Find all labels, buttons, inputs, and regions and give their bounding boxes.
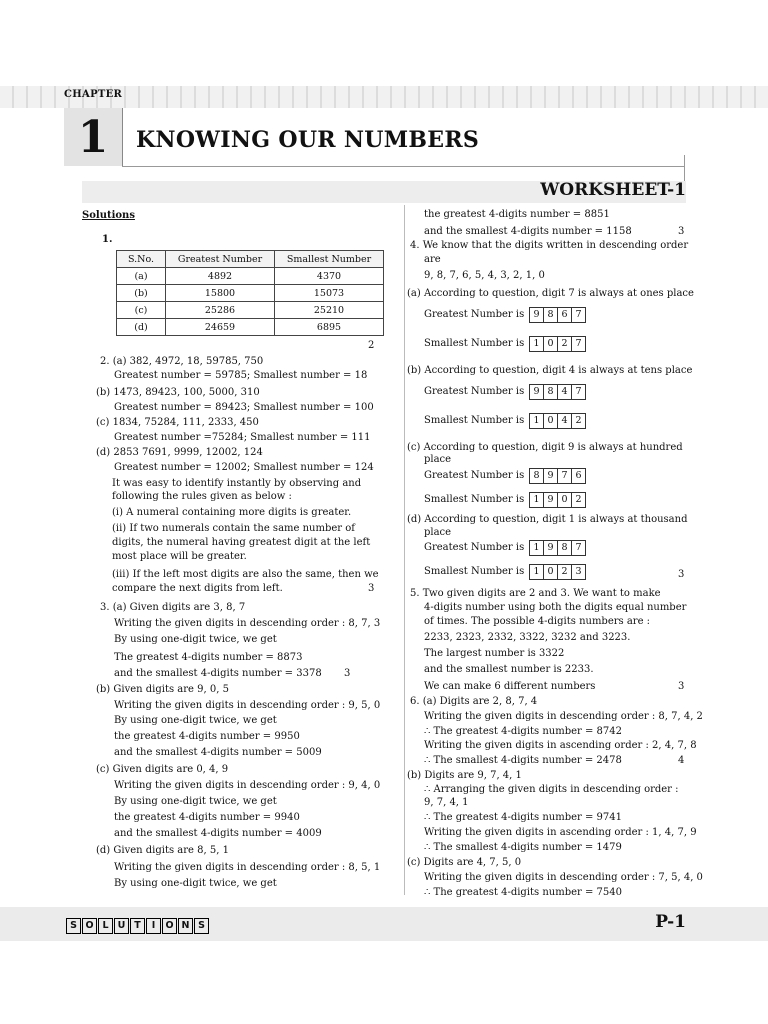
text-line: Smallest Number is (424, 566, 525, 577)
text-line: 2233, 2323, 2332, 3322, 3232 and 3223. (424, 632, 631, 643)
text-line: the greatest 4-digits number = 9950 (114, 731, 300, 742)
text-line: Greatest Number is (424, 309, 525, 320)
text-line: (d) According to question, digit 1 is always at thousand (407, 514, 688, 525)
digit-cell: 8 (529, 468, 544, 484)
text-line: By using one-digit twice, we get (114, 715, 277, 726)
digit-cell: 9 (543, 468, 558, 484)
text-line: 2. (a) 382, 4972, 18, 59785, 750 (100, 356, 264, 367)
text-line: (c) Digits are 4, 7, 5, 0 (407, 857, 522, 868)
table-cell: 24659 (166, 319, 275, 336)
brand-letter: N (178, 918, 193, 934)
text-line: ∴ Arranging the given digits in descending order : (424, 784, 679, 795)
digit-cell: 0 (543, 564, 558, 580)
brand-letter: I (146, 918, 161, 934)
table-cell: 4892 (166, 268, 275, 285)
text-line: Writing the given digits in descending order : 8, 5, 1 (114, 862, 381, 873)
digit-cell: 1 (529, 413, 544, 429)
table-row (117, 268, 384, 285)
text-line: (iii) If the left most digits are also the same, then we (112, 569, 379, 580)
digit-cell: 8 (543, 384, 558, 400)
table-header-row (117, 251, 384, 268)
digit-boxes (529, 540, 585, 556)
marks: 3 (678, 226, 685, 237)
digit-cell: 9 (543, 492, 558, 508)
text-line: digits, the numeral having greatest digit at the left (112, 537, 371, 548)
brand-letter: T (130, 918, 145, 934)
digit-boxes (529, 564, 585, 580)
text-line: Greatest number = 59785; Smallest number = 18 (114, 370, 368, 381)
text-line: the greatest 4-digits number = 8851 (424, 209, 610, 220)
digit-cell: 7 (571, 307, 586, 323)
digit-cell: 7 (571, 384, 586, 400)
text-line: Writing the given digits in descending order : 8, 7, 4, 2 (424, 711, 703, 722)
digit-cell: 6 (571, 468, 586, 484)
digit-cell: 9 (529, 384, 544, 400)
text-line: ∴ The greatest 4-digits number = 8742 (424, 726, 622, 737)
digit-cell: 1 (529, 492, 544, 508)
text-line: It was easy to identify instantly by observing and (112, 478, 362, 489)
table-header: Greatest Number (166, 251, 275, 268)
text-line: (i) A numeral containing more digits is greater. (112, 507, 352, 518)
digit-cell: 2 (557, 336, 572, 352)
digit-boxes (529, 384, 585, 400)
brand-letter: S (194, 918, 209, 934)
digit-cell: 1 (529, 540, 544, 556)
digit-cell: 7 (571, 336, 586, 352)
text-line: Smallest Number is (424, 338, 525, 349)
digit-cell: 0 (543, 413, 558, 429)
text-line: The greatest 4-digits number = 8873 (114, 652, 303, 663)
table-header: Smallest Number (275, 251, 384, 268)
worksheet-title: WORKSHEET-1 (540, 180, 686, 200)
digit-cell: 9 (529, 307, 544, 323)
text-line: 3. (a) Given digits are 3, 8, 7 (100, 602, 246, 613)
text-line: are (424, 254, 441, 265)
digit-cell: 9 (543, 540, 558, 556)
digit-cell: 8 (543, 307, 558, 323)
table-cell: 4370 (275, 268, 384, 285)
digit-cell: 1 (529, 564, 544, 580)
text-line: Greatest Number is (424, 542, 525, 553)
solutions-heading: Solutions (82, 210, 135, 221)
text-line: Greatest number = 12002; Smallest number = 124 (114, 462, 374, 473)
table-cell: 15073 (275, 285, 384, 302)
digit-cell: 1 (529, 336, 544, 352)
text-line: (d) 2853 7691, 9999, 12002, 124 (96, 447, 263, 458)
marks: 3 (678, 681, 685, 692)
text-line: and the smallest 4-digits number = 4009 (114, 828, 322, 839)
text-line: following the rules given as below : (112, 491, 292, 502)
text-line: The largest number is 3322 (424, 648, 565, 659)
digit-cell: 6 (557, 307, 572, 323)
chapter-title: KNOWING OUR NUMBERS (136, 127, 480, 153)
digit-cell: 3 (571, 564, 586, 580)
text-line: Smallest Number is (424, 494, 525, 505)
digit-boxes (529, 468, 585, 484)
text-line: Greatest number = 89423; Smallest number = 100 (114, 402, 374, 413)
text-line: (ii) If two numerals contain the same number of (112, 523, 355, 534)
text-line: ∴ The greatest 4-digits number = 7540 (424, 887, 622, 898)
text-line: ∴ The smallest 4-digits number = 1479 (424, 842, 622, 853)
text-line: (b) Given digits are 9, 0, 5 (96, 684, 229, 695)
text-line: and the smallest 4-digits number = 5009 (114, 747, 322, 758)
text-line: By using one-digit twice, we get (114, 796, 277, 807)
text-line: place (424, 527, 452, 538)
chapter-number: 1 (77, 111, 109, 163)
brand-letter: O (82, 918, 97, 934)
table-cell: 15800 (166, 285, 275, 302)
text-line: (d) Given digits are 8, 5, 1 (96, 845, 229, 856)
digit-cell: 4 (557, 413, 572, 429)
digit-cell: 7 (557, 468, 572, 484)
table-cell: (d) (117, 319, 166, 336)
digit-cell: 0 (557, 492, 572, 508)
text-line: Greatest Number is (424, 470, 525, 481)
table-cell: (b) (117, 285, 166, 302)
text-line: 5. Two given digits are 2 and 3. We want to make (410, 588, 661, 599)
text-line: (c) 1834, 75284, 111, 2333, 450 (96, 417, 259, 428)
text-line: (b) According to question, digit 4 is always at tens place (407, 365, 693, 376)
text-line: (b) Digits are 9, 7, 4, 1 (407, 770, 522, 781)
text-line: 6. (a) Digits are 2, 8, 7, 4 (410, 696, 538, 707)
table-cell: 25286 (166, 302, 275, 319)
text-line: By using one-digit twice, we get (114, 634, 277, 645)
text-line: (b) 1473, 89423, 100, 5000, 310 (96, 387, 260, 398)
table-header: S.No. (117, 251, 166, 268)
digit-cell: 2 (571, 413, 586, 429)
text-line: Greatest Number is (424, 386, 525, 397)
marks: 4 (678, 755, 685, 766)
text-line: Writing the given digits in descending order : 9, 4, 0 (114, 780, 381, 791)
text-line: 9, 7, 4, 1 (424, 797, 469, 808)
text-line: and the smallest 4-digits number = 3378 (114, 668, 322, 679)
digit-boxes (529, 413, 585, 429)
marks: 3 (678, 569, 685, 580)
text-line: compare the next digits from left. (112, 583, 283, 594)
question-number: 1. (102, 234, 113, 245)
table-cell: (c) (117, 302, 166, 319)
digit-boxes (529, 492, 585, 508)
text-line: 4. We know that the digits written in descending order (410, 240, 689, 251)
text-line: ∴ The greatest 4-digits number = 9741 (424, 812, 622, 823)
text-line: (c) Given digits are 0, 4, 9 (96, 764, 229, 775)
brand-letter: S (66, 918, 81, 934)
divider (122, 166, 684, 167)
text-line: Smallest Number is (424, 415, 525, 426)
solutions-table (116, 250, 384, 336)
text-line: Writing the given digits in ascending order : 1, 4, 7, 9 (424, 827, 697, 838)
page-number: P-1 (655, 912, 686, 932)
digit-cell: 8 (557, 540, 572, 556)
text-line: ∴ The smallest 4-digits number = 2478 (424, 755, 622, 766)
digit-cell: 0 (543, 336, 558, 352)
text-line: and the smallest number is 2233. (424, 664, 594, 675)
table-cell: (a) (117, 268, 166, 285)
text-line: (a) According to question, digit 7 is always at ones place (407, 288, 694, 299)
text-line: Writing the given digits in descending order : 8, 7, 3 (114, 618, 381, 629)
table-row (117, 285, 384, 302)
brand-letter: O (162, 918, 177, 934)
chapter-label: CHAPTER (64, 89, 123, 100)
text-line: most place will be greater. (112, 551, 247, 562)
text-line: Greatest number =75284; Smallest number = 111 (114, 432, 371, 443)
digit-cell: 2 (557, 564, 572, 580)
table-row (117, 302, 384, 319)
table-row (117, 319, 384, 336)
text-line: We can make 6 different numbers (424, 681, 596, 692)
digit-cell: 4 (557, 384, 572, 400)
brand-letter: L (98, 918, 113, 934)
column-divider (404, 205, 405, 895)
solutions-brand-logo (66, 918, 209, 934)
text-line: of times. The possible 4-digits numbers are : (424, 616, 651, 627)
text-line: the greatest 4-digits number = 9940 (114, 812, 300, 823)
digit-cell: 7 (571, 540, 586, 556)
text-line: 9, 8, 7, 6, 5, 4, 3, 2, 1, 0 (424, 270, 545, 281)
marks: 3 (344, 668, 351, 679)
text-line: Writing the given digits in descending order : 7, 5, 4, 0 (424, 872, 703, 883)
text-line: (c) According to question, digit 9 is always at hundred (407, 442, 683, 453)
text-line: 4-digits number using both the digits equal number (424, 602, 687, 613)
digit-cell: 2 (571, 492, 586, 508)
marks: 2 (368, 340, 375, 351)
table-cell: 25210 (275, 302, 384, 319)
text-line: Writing the given digits in ascending order : 2, 4, 7, 8 (424, 740, 697, 751)
text-line: and the smallest 4-digits number = 1158 (424, 226, 632, 237)
text-line: Writing the given digits in descending order : 9, 5, 0 (114, 700, 381, 711)
table-cell: 6895 (275, 319, 384, 336)
divider (122, 108, 123, 166)
text-line: place (424, 454, 452, 465)
brand-letter: U (114, 918, 129, 934)
digit-boxes (529, 336, 585, 352)
text-line: By using one-digit twice, we get (114, 878, 277, 889)
marks: 3 (368, 583, 375, 594)
digit-boxes (529, 307, 585, 323)
